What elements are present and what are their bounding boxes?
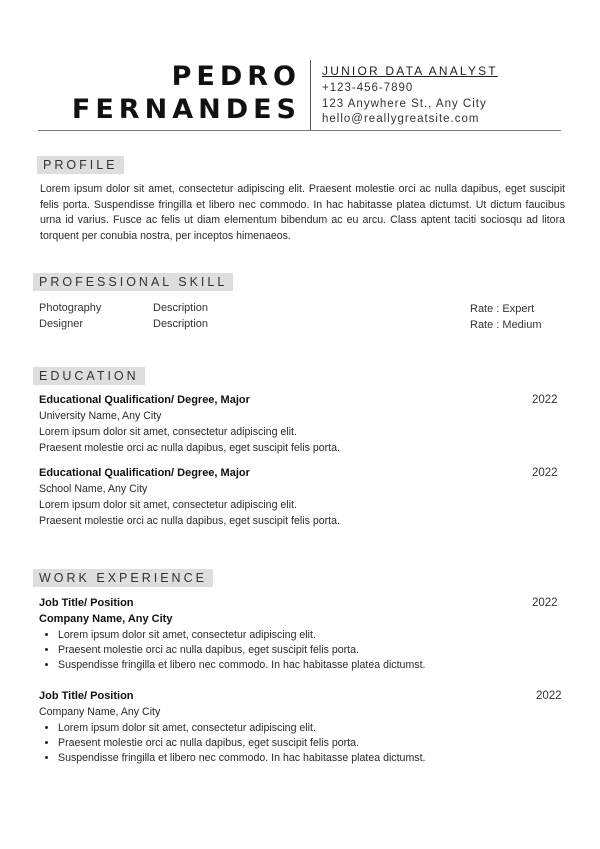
job-year: 2022 — [536, 690, 562, 702]
education-school: School Name, Any City — [39, 483, 148, 495]
education-desc-line: Praesent molestie orci ac nulla dapibus, eget suscipit felis porta. — [39, 442, 340, 454]
contact-block — [322, 64, 498, 128]
education-title: Educational Qualification/ Degree, Major — [39, 467, 250, 479]
education-desc-line: Lorem ipsum dolor sit amet, consectetur adipiscing elit. — [39, 426, 297, 438]
education-year: 2022 — [532, 394, 558, 406]
skill-rate: Rate : Medium — [470, 319, 542, 331]
skills-heading: PROFESSIONAL SKILL — [33, 273, 233, 291]
skill-description: Description — [153, 318, 209, 330]
job-year: 2022 — [532, 597, 558, 609]
profile-text: Lorem ipsum dolor sit amet, consectetur adipiscing elit. Praesent molestie orci ac nulla dapibus, eget suscipit felis porta. Suspendisse fringilla et libero nec commodo. In hac habitasse platea dictumst. Ut dictum faucibus urna id varius. Fusce ac felis ut diam elementum bibendum ac eu arcu. Class aptent taciti sociosqu ad litora torquent per conubia nostra, per inceptos himenaeos. — [40, 183, 565, 242]
job-bullet-list — [39, 628, 425, 673]
list-item: • Praesent molestie orci ac nulla dapibus, eget suscipit felis porta. — [58, 736, 425, 751]
job-role: JUNIOR DATA ANALYST — [322, 64, 498, 78]
header-rule — [38, 130, 561, 131]
address-text: 123 Anywhere St., Any City — [322, 97, 487, 110]
company-name: Company Name, Any City — [39, 706, 161, 718]
email-text: hello@reallygreatsite.com — [322, 113, 480, 125]
candidate-name — [72, 60, 301, 126]
phone-text: +123-456-7890 — [322, 82, 414, 94]
list-item: • Praesent molestie orci ac nulla dapibus, eget suscipit felis porta. — [58, 643, 425, 658]
education-desc-line: Praesent molestie orci ac nulla dapibus, eget suscipit felis porta. — [39, 515, 340, 527]
skill-name: Designer — [39, 318, 84, 330]
company-name: Company Name, Any City — [39, 613, 173, 625]
skill-rate: Rate : Expert — [470, 303, 535, 315]
experience-heading: WORK EXPERIENCE — [33, 569, 213, 587]
profile-heading: PROFILE — [37, 156, 124, 174]
list-item: • Suspendisse fringilla et libero nec commodo. In hac habitasse platea dictumst. — [58, 658, 425, 673]
education-heading: EDUCATION — [33, 367, 145, 385]
list-item: • Lorem ipsum dolor sit amet, consectetur adipiscing elit. — [58, 628, 425, 643]
job-title: Job Title/ Position — [39, 690, 134, 702]
list-item: • Suspendisse fringilla et libero nec commodo. In hac habitasse platea dictumst. — [58, 751, 425, 766]
skill-description: Description — [153, 302, 209, 314]
last-name: FERNANDES — [71, 94, 301, 125]
education-year: 2022 — [532, 467, 558, 479]
education-title: Educational Qualification/ Degree, Major — [39, 394, 250, 406]
first-name: PEDRO — [171, 61, 301, 92]
job-bullet-list — [39, 721, 425, 766]
education-school: University Name, Any City — [39, 410, 162, 422]
header-divider — [310, 60, 311, 130]
job-title: Job Title/ Position — [39, 597, 134, 609]
education-desc-line: Lorem ipsum dolor sit amet, consectetur adipiscing elit. — [39, 499, 297, 511]
skill-name: Photography — [39, 302, 102, 314]
list-item: • Lorem ipsum dolor sit amet, consectetur adipiscing elit. — [58, 721, 425, 736]
